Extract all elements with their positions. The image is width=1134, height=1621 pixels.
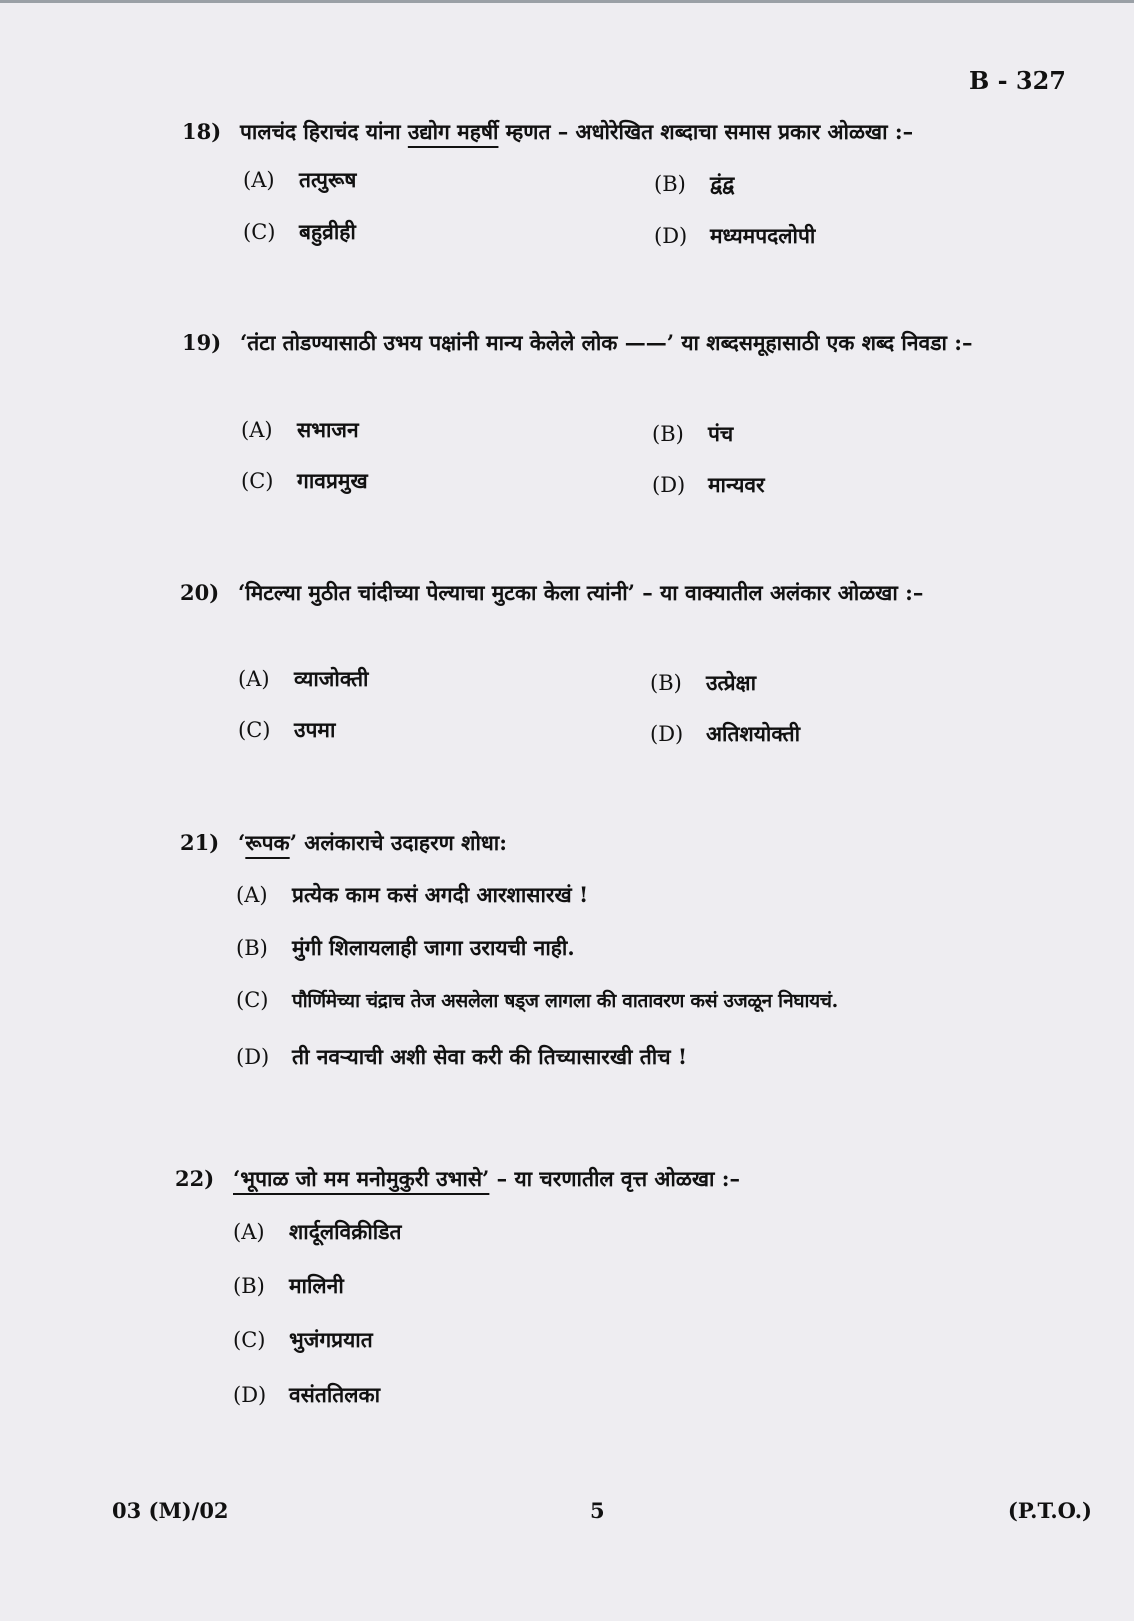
top-edge-line xyxy=(0,0,1134,3)
option-text: अतिशयोक्ती xyxy=(706,721,801,746)
option-21-d[interactable] xyxy=(236,1043,687,1071)
option-19-d[interactable] xyxy=(652,471,765,499)
option-label: (B) xyxy=(652,422,684,446)
question-number: 22) xyxy=(175,1166,215,1191)
option-text: व्याजोक्ती xyxy=(294,666,369,691)
underlined-phrase: उद्योग महर्षी xyxy=(407,119,499,144)
option-text: पौर्णिमेच्या चंद्राच तेज असलेला षड्ज लागला की वातावरण कसं उजळून निघायचं. xyxy=(292,990,838,1012)
question-number: 19) xyxy=(182,330,222,355)
option-label: (A) xyxy=(241,418,273,442)
question-text xyxy=(233,1160,740,1198)
option-label: (C) xyxy=(243,220,276,244)
question-number: 20) xyxy=(180,580,220,605)
option-21-a[interactable] xyxy=(236,881,588,909)
option-label: (A) xyxy=(236,883,268,907)
option-text: पंच xyxy=(708,421,734,446)
option-label: (B) xyxy=(654,172,686,196)
question-text-part: पालचंद हिराचंद यांना xyxy=(240,119,408,144)
option-label: (A) xyxy=(233,1220,265,1244)
option-22-d[interactable] xyxy=(233,1381,380,1409)
option-text: मध्यमपदलोपी xyxy=(710,223,816,248)
option-20-c[interactable] xyxy=(238,716,335,744)
option-19-a[interactable] xyxy=(241,416,359,444)
option-text: द्वंद्व xyxy=(710,171,735,196)
option-text: उत्प्रेक्षा xyxy=(706,670,757,695)
option-19-c[interactable] xyxy=(241,467,368,495)
option-18-c[interactable] xyxy=(243,218,356,246)
option-22-c[interactable] xyxy=(233,1326,373,1354)
option-label: (C) xyxy=(238,718,271,742)
underlined-phrase: ‘भूपाळ जो मम मनोमुकुरी उभासे’ xyxy=(233,1166,490,1191)
pto-label: (P.T.O.) xyxy=(1007,1498,1092,1523)
option-text: वसंततिलका xyxy=(289,1382,381,1407)
question-text: ‘मिटल्या मुठीत चांदीच्या पेल्याचा मुटका केला त्यांनी’ – या वाक्यातील अलंकार ओळखा :– xyxy=(238,580,924,605)
question-20 xyxy=(180,574,1060,654)
option-18-a[interactable] xyxy=(243,166,356,194)
option-18-b[interactable] xyxy=(654,170,734,198)
question-text-part: ‘ xyxy=(238,830,246,855)
option-label: (C) xyxy=(236,988,269,1012)
option-text: शार्दूलविक्रीडित xyxy=(289,1219,402,1244)
option-text: बहुव्रीही xyxy=(299,219,356,244)
option-20-b[interactable] xyxy=(650,669,756,697)
option-19-b[interactable] xyxy=(652,420,733,448)
option-label: (D) xyxy=(652,473,686,497)
question-number: 18) xyxy=(182,119,222,144)
option-22-a[interactable] xyxy=(233,1218,401,1246)
question-text-part: – या चरणातील वृत्त ओळखा :– xyxy=(489,1166,741,1191)
option-label: (B) xyxy=(233,1274,265,1298)
option-text: गावप्रमुख xyxy=(297,468,368,493)
option-label: (A) xyxy=(238,667,270,691)
question-text: ‘तंटा तोडण्यासाठी उभय पक्षांनी मान्य केलेले लोक ——’ या शब्दसमूहासाठी एक शब्द निवडा :– xyxy=(240,330,973,355)
option-label: (C) xyxy=(233,1328,266,1352)
option-18-d[interactable] xyxy=(654,222,815,250)
option-21-b[interactable] xyxy=(236,934,575,962)
option-text: मान्यवर xyxy=(708,472,765,497)
option-text: मुंगी शिलायलाही जागा उरायची नाही. xyxy=(292,935,575,960)
option-20-d[interactable] xyxy=(650,720,800,748)
option-label: (C) xyxy=(241,469,274,493)
option-text: मालिनी xyxy=(289,1273,344,1298)
question-22 xyxy=(175,1160,1055,1200)
question-text-part: म्हणत – अधोरेखित शब्दाचा समास प्रकार ओळखा :– xyxy=(498,119,914,144)
option-label: (D) xyxy=(654,224,688,248)
option-20-a[interactable] xyxy=(238,665,369,693)
option-label: (D) xyxy=(233,1383,267,1407)
question-number: 21) xyxy=(180,830,220,855)
option-text: उपमा xyxy=(294,717,336,742)
option-21-c[interactable] xyxy=(236,987,838,1013)
option-text: प्रत्येक काम कसं अगदी आरशासारखं ! xyxy=(292,882,589,907)
question-21 xyxy=(180,824,1060,864)
question-text xyxy=(240,113,913,151)
question-18 xyxy=(182,113,1062,153)
underlined-phrase: रूपक xyxy=(245,830,290,855)
option-text: तत्पुरूष xyxy=(299,167,357,192)
footer-code: 03 (M)/02 xyxy=(112,1498,229,1523)
page-number: 5 xyxy=(590,1498,605,1523)
question-text xyxy=(238,824,507,862)
option-label: (B) xyxy=(650,671,682,695)
option-text: भुजंगप्रयात xyxy=(289,1327,373,1352)
option-label: (D) xyxy=(236,1045,270,1069)
option-label: (D) xyxy=(650,722,684,746)
question-19 xyxy=(182,324,1062,404)
option-text: सभाजन xyxy=(297,417,359,442)
option-text: ती नवऱ्याची अशी सेवा करी की तिच्यासारखी तीच ! xyxy=(292,1044,688,1069)
option-label: (A) xyxy=(243,168,275,192)
option-22-b[interactable] xyxy=(233,1272,344,1300)
option-label: (B) xyxy=(236,936,268,960)
question-text-part: ’ अलंकाराचे उदाहरण शोधा: xyxy=(289,830,507,855)
paper-code: B - 327 xyxy=(968,66,1066,95)
